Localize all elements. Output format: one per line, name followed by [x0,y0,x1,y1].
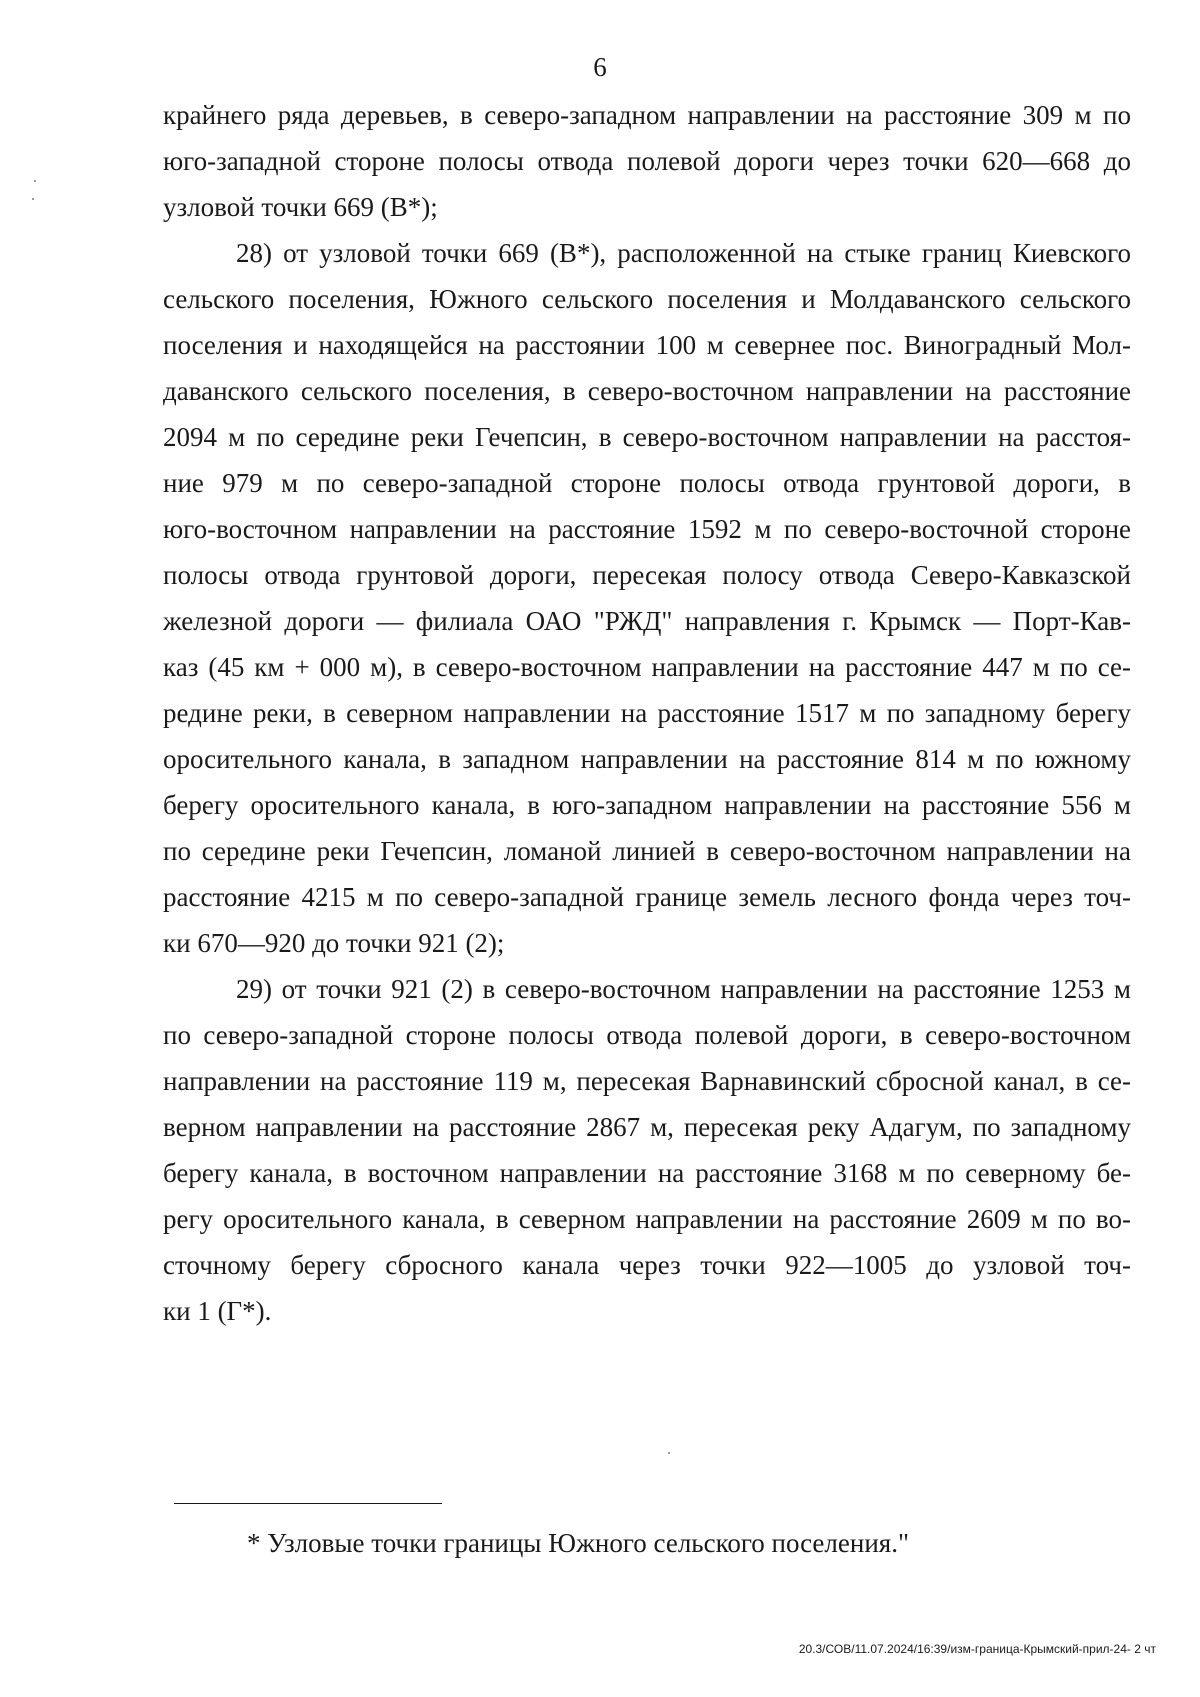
text-line: направлении на расстояние 119 м, пересекая Варнавинский сбросной канал, в се- [163,1066,1131,1096]
text-line: полосы отвода грунтовой дороги, пересекая полосу отвода Северо-Кавказской [163,560,1131,590]
scan-speck [34,180,36,182]
text-line: оросительного канала, в западном направлении на расстояние 814 м по южному [163,744,1131,774]
text-line: узловой точки 669 (В*); [163,192,438,222]
text-line: ки 1 (Г*). [163,1296,272,1326]
footnote: * Узловые точки границы Южного сельского поселения." [247,1528,909,1558]
text-line: ки 670—920 до точки 921 (2); [163,928,505,958]
text-line: сточному берегу сбросного канала через точки 922—1005 до узловой точ- [163,1250,1131,1280]
text-line: даванского сельского поселения, в северо-восточном направлении на расстояние [163,376,1131,406]
text-line: каз (45 км + 000 м), в северо-восточном направлении на расстояние 447 м по се- [163,652,1131,682]
text-line: редине реки, в северном направлении на расстояние 1517 м по западному берегу [163,698,1131,728]
document-stamp: 20.3/СОВ/11.07.2024/16:39/изм-граница-Крымский-прил-24- 2 чт [798,1642,1156,1656]
text-line: крайнего ряда деревьев, в северо-западном направлении на расстояние 309 м по [163,100,1131,130]
text-line: юго-восточном направлении на расстояние 1592 м по северо-восточной стороне [163,514,1131,544]
footnote-divider [174,1503,442,1504]
text-line: сельского поселения, Южного сельского поселения и Молдаванского сельского [163,284,1131,314]
text-line: поселения и находящейся на расстоянии 100 м севернее пос. Виноградный Мол- [163,330,1131,360]
page-number: 6 [593,52,607,82]
text-line: юго-западной стороне полосы отвода полевой дороги через точки 620—668 до [163,146,1131,176]
text-line: по середине реки Гечепсин, ломаной линией в северо-восточном направлении на [163,836,1131,866]
text-line: регу оросительного канала, в северном направлении на расстояние 2609 м по во- [163,1204,1131,1234]
scan-speck [668,1452,670,1454]
text-line: 29) от точки 921 (2) в северо-восточном направлении на расстояние 1253 м [236,974,1131,1004]
text-line: расстояние 4215 м по северо-западной границе земель лесного фонда через точ- [163,882,1131,912]
text-line: берегу оросительного канала, в юго-западном направлении на расстояние 556 м [163,790,1131,820]
text-line: железной дороги — филиала ОАО "РЖД" направления г. Крымск — Порт-Кав- [163,606,1131,636]
text-line: 28) от узловой точки 669 (В*), расположенной на стыке границ Киевского [236,238,1131,268]
scan-speck [32,198,34,200]
text-line: 2094 м по середине реки Гечепсин, в северо-восточном направлении на расстоя- [163,422,1131,452]
text-line: по северо-западной стороне полосы отвода полевой дороги, в северо-восточном [163,1020,1131,1050]
text-line: берегу канала, в восточном направлении на расстояние 3168 м по северному бе- [163,1158,1131,1188]
text-line: верном направлении на расстояние 2867 м, пересекая реку Адагум, по западному [163,1112,1131,1142]
text-line: ние 979 м по северо-западной стороне полосы отвода грунтовой дороги, в [163,468,1131,498]
